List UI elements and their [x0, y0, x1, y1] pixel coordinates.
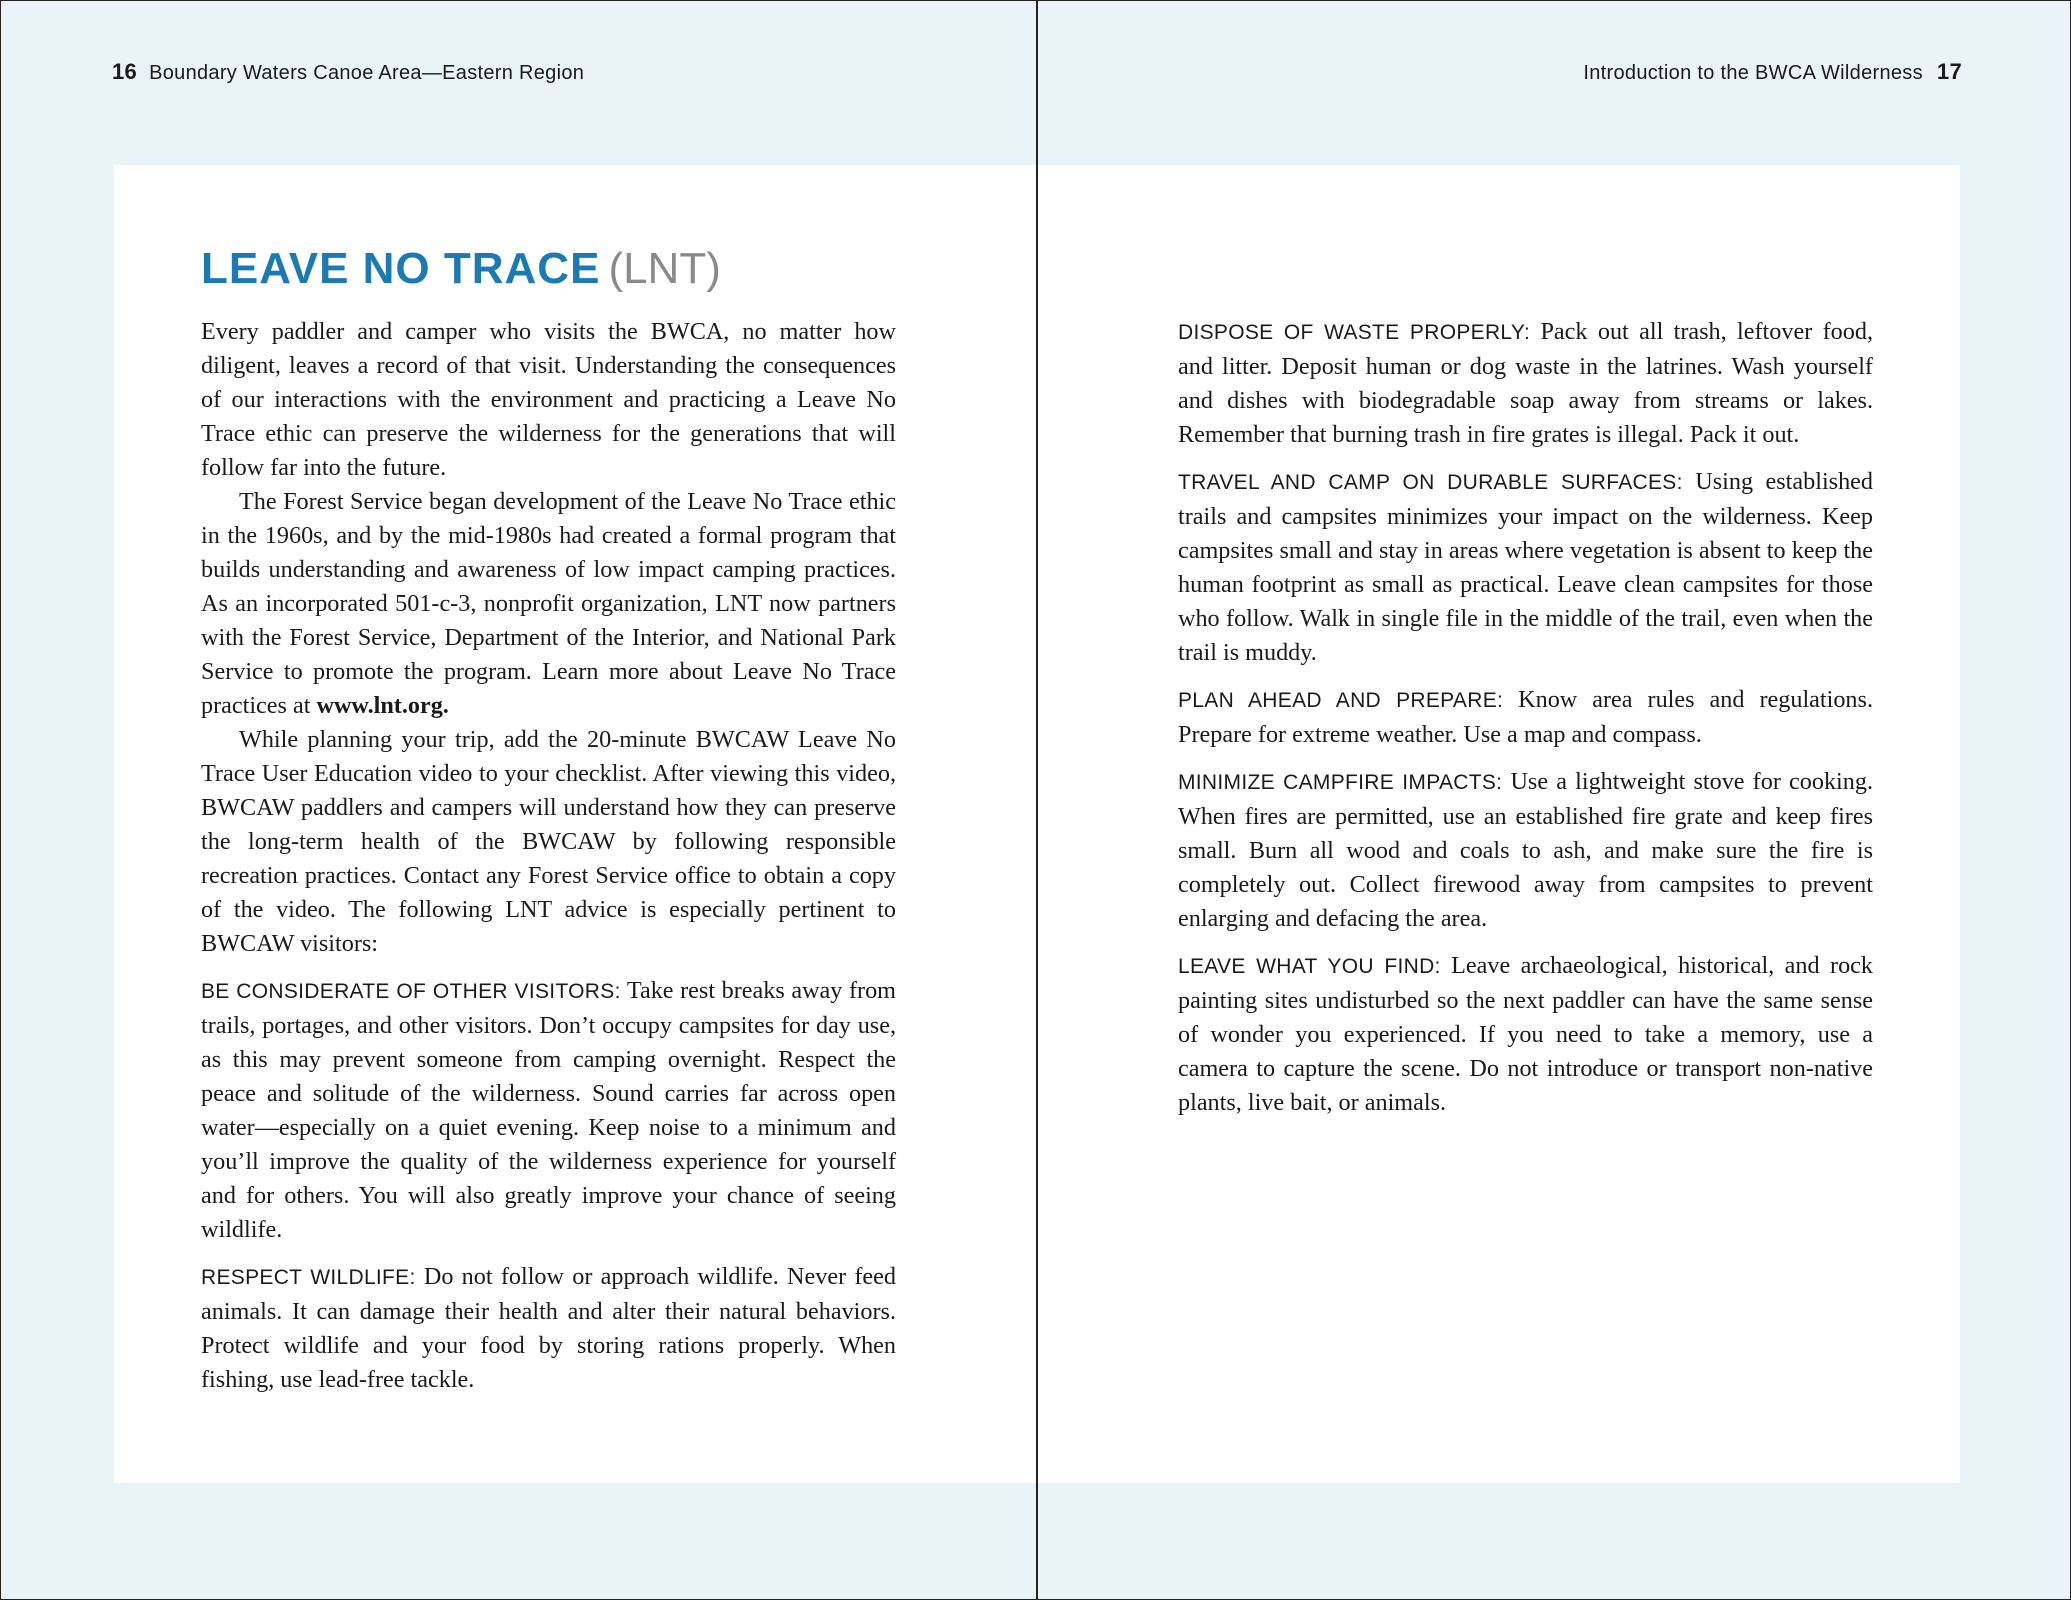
entry-leave-what-you-find — [1178, 949, 1873, 1120]
left-page-number: 16 — [112, 59, 138, 84]
paragraph-intro: Every paddler and camper who visits the BWCA, no matter how diligent, leaves a record of that visit. Understanding the consequences of our interactions with the environment and practicing a Leave No Trace ethic can preserve the wilderness for the generations that will follow far into the future. — [201, 318, 896, 481]
entry-plan-ahead — [1178, 683, 1873, 752]
entry-considerate-text: Take rest breaks away from trails, portages, and other visitors. Don’t occupy campsites for day use, as this may prevent someone from camping overnight. Respect the peace and solitude of the wilderness. Sound carries far across open water—especially on a quiet evening. Keep noise to a minimum and you’ll improve the quality of the wilderness experience for yourself and for others. You will also greatly improve your chance of seeing wildlife. — [201, 977, 896, 1243]
entry-waste-text: Pack out all trash, leftover food, and litter. Deposit human or dog waste in the latrines. Wash yourself and dishes with biodegradable soap away from streams or lakes. Remember that burning trash in fire grates is illegal. Pack it out. — [1178, 318, 1873, 448]
lnt-url: www.lnt.org. — [316, 692, 449, 719]
paragraph-forest-service — [201, 485, 896, 723]
entry-plan-ahead-text: Know area rules and regulations. Prepare for extreme weather. Use a map and compass. — [1178, 686, 1873, 748]
left-page — [1, 1, 1038, 1599]
entry-wildlife-lead: RESPECT WILDLIFE: — [201, 1266, 416, 1289]
entry-campfire-text: Use a lightweight stove for cooking. When fires are permitted, use an established fire grate and keep fires small. Burn all wood and coals to ash, and make sure the fire is completely out. Collect firewood away from campsites to prevent enlarging and defacing the area. — [1178, 768, 1874, 932]
paragraph-forest-service-text: The Forest Service began development of the Leave No Trace ethic in the 1960s, and by the mid-1980s had created a formal program that builds understanding and awareness of low impact camping practices. As an incorporated 501-c-3, nonprofit organization, LNT now partners with the Forest Service, Department of the Interior, and National Park Service to promote the program. Learn more about Leave No Trace practices at — [201, 488, 896, 719]
left-text-column — [201, 315, 896, 1397]
entry-leave-what-you-find-text: Leave archaeological, historical, and rock painting sites undisturbed so the next paddler can have the same sense of wonder you experienced. If you need to take a memory, use a camera to capture the scene. Do not introduce or transport non-native plants, live bait, or animals. — [1178, 952, 1873, 1116]
entry-considerate-lead: BE CONSIDERATE OF OTHER VISITORS: — [201, 980, 621, 1003]
left-running-head-title: Boundary Waters Canoe Area—Eastern Region — [149, 62, 585, 84]
entry-leave-what-you-find-lead: LEAVE WHAT YOU FIND: — [1178, 955, 1441, 978]
entry-durable-surfaces — [1178, 465, 1873, 670]
entry-wildlife-text: Do not follow or approach wildlife. Never feed animals. It can damage their health and alter their natural behaviors. Protect wildlife and your food by storing rations properly. When fishing, use lead-free tackle. — [201, 1263, 896, 1393]
right-content-panel — [1038, 165, 1960, 1483]
entry-wildlife — [201, 1260, 896, 1397]
left-content-panel — [114, 165, 1036, 1483]
right-running-head — [1583, 59, 1962, 85]
right-page-number: 17 — [1936, 59, 1962, 84]
entry-considerate — [201, 974, 896, 1247]
right-text-column — [1178, 315, 1873, 1120]
section-heading-abbr: (LNT) — [608, 244, 721, 293]
entry-waste — [1178, 315, 1873, 452]
left-running-head — [112, 59, 584, 85]
entry-campfire-lead: MINIMIZE CAMPFIRE IMPACTS: — [1178, 771, 1503, 794]
section-heading-title: LEAVE NO TRACE — [201, 244, 601, 293]
entry-plan-ahead-lead: PLAN AHEAD AND PREPARE: — [1178, 689, 1504, 712]
right-running-head-title: Introduction to the BWCA Wilderness — [1583, 62, 1923, 84]
entry-waste-lead: DISPOSE OF WASTE PROPERLY: — [1178, 321, 1531, 344]
entry-durable-surfaces-text: Using established trails and campsites minimizes your impact on the wilderness. Keep campsites small and stay in areas where vegetation is absent to keep the human footprint as small as practical. Leave clean campsites for those who follow. Walk in single file in the middle of the trail, even when the trail is muddy. — [1178, 468, 1874, 666]
right-page — [1038, 1, 2070, 1599]
section-heading — [201, 244, 721, 293]
paragraph-video: While planning your trip, add the 20-minute BWCAW Leave No Trace User Education video to your checklist. After viewing this video, BWCAW paddlers and campers will understand how they can preserve the long-term health of the BWCAW by following responsible recreation practices. Contact any Forest Service office to obtain a copy of the video. The following LNT advice is especially pertinent to BWCAW visitors: — [201, 726, 896, 957]
entry-campfire — [1178, 765, 1873, 936]
entry-durable-surfaces-lead: TRAVEL AND CAMP ON DURABLE SURFACES: — [1178, 471, 1683, 494]
